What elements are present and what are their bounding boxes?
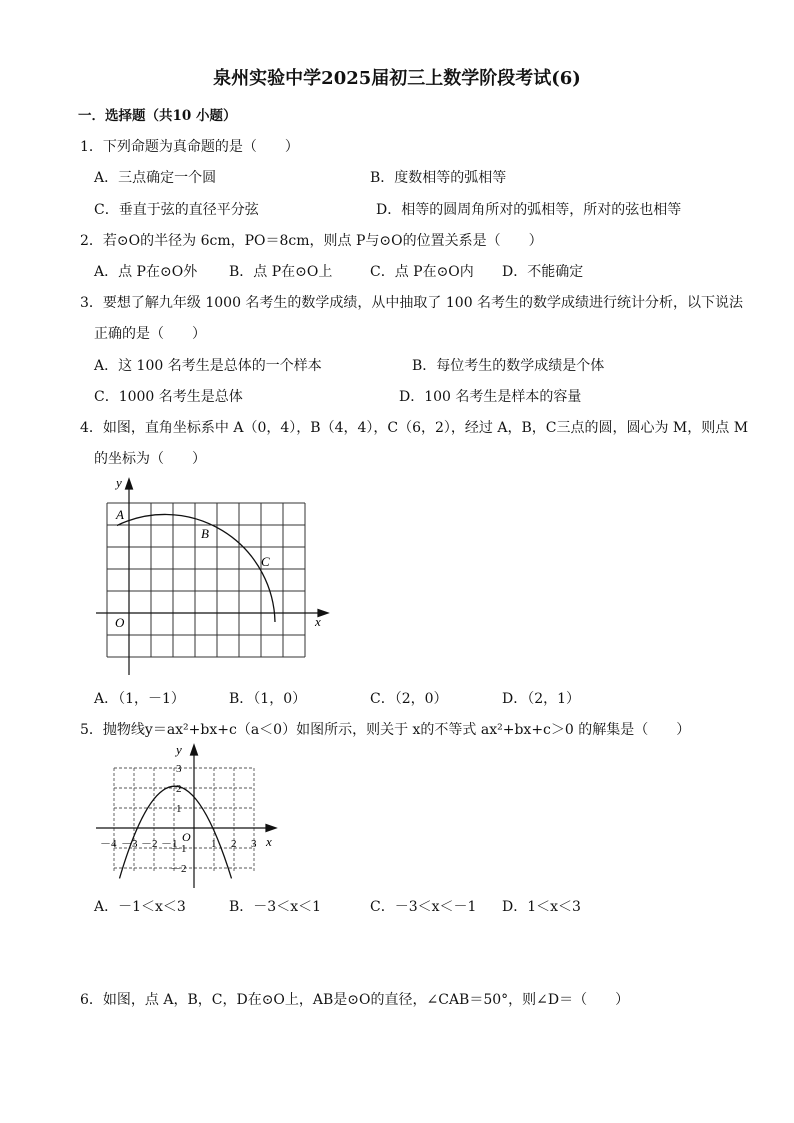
question-4-stem-cont: 的坐标为（ ） [94,451,206,467]
q5-option-b: B．－3＜x＜1 [229,899,321,915]
question-2-stem: 2．若⊙O的半径为 6cm，PO＝8cm，则点 P与⊙O的位置关系是（ ） [80,233,543,249]
q4-point-c-label: C [261,554,270,569]
q5-ytick: 3 [176,763,182,775]
q4-axes [96,479,328,675]
q4-point-a-label: A [116,507,124,522]
question-3-stem-cont: 正确的是（ ） [94,326,206,342]
q5-origin-label: O [182,830,191,844]
q5-xtick: －4 [100,838,117,850]
q1-option-b: B．度数相等的弧相等 [370,170,507,186]
q4-x-axis-label: x [315,614,321,629]
q5-option-c: C．－3＜x＜－1 [370,899,477,915]
q1-option-d: D．相等的圆周角所对的弧相等，所对的弦也相等 [376,202,682,218]
q1-option-a: A．三点确定一个圆 [94,170,217,186]
q5-ytick: －2 [170,863,187,875]
q5-dashed-grid [114,768,254,872]
question-4-stem: 4．如图，直角坐标系中 A（0，4），B（4，4），C（6，2），经过 A，B，C三点的圆，圆心为 M，则点 M [80,420,749,436]
q5-xtick: －2 [141,838,158,850]
q2-option-d: D．不能确定 [502,264,584,280]
q3-option-c: C．1000 名考生是总体 [94,389,243,405]
q4-coordinate-figure [96,476,336,681]
q5-ytick: －1 [170,843,187,855]
q5-ytick: 1 [176,803,182,815]
page-title: 泉州实验中学2025届初三上数学阶段考试(6) [213,68,581,89]
q5-xtick: 2 [231,838,237,850]
q5-xtick: －3 [121,838,138,850]
q5-xtick: 3 [251,838,257,850]
q5-parabola-figure [90,740,290,890]
q4-option-a: A．（1，－1） [94,691,185,707]
q4-option-d: D．（2，1） [502,691,581,707]
q4-point-b-label: B [201,526,209,541]
q5-ytick: 2 [176,783,182,795]
q2-option-b: B．点 P在⊙O上 [229,264,333,280]
question-5-stem: 5．抛物线y＝ax²+bx+c（a＜0）如图所示，则关于 x的不等式 ax²+bx+c＞0 的解集是（ ） [80,722,691,738]
q5-option-a: A．－1＜x＜3 [94,899,186,915]
q4-origin-label: O [115,615,125,630]
q4-circle-arc [117,514,275,622]
q5-option-d: D．1＜x＜3 [502,899,581,915]
section-heading: 一．选择题（共10 小题） [78,108,237,124]
q2-option-c: C．点 P在⊙O内 [370,264,474,280]
q4-option-b: B．（1，0） [229,691,307,707]
q3-option-a: A．这 100 名考生是总体的一个样本 [94,358,322,374]
q4-option-c: C．（2，0） [370,691,448,707]
question-6-stem: 6．如图，点 A，B，C，D在⊙O上，AB是⊙O的直径，∠CAB＝50°，则∠D＝（ ） [80,992,630,1008]
q5-x-axis-label: x [266,834,272,849]
q5-xtick: －1 [161,838,178,850]
q2-option-a: A．点 P在⊙O外 [94,264,198,280]
question-3-stem: 3．要想了解九年级 1000 名考生的数学成绩，从中抽取了 100 名考生的数学成绩进行统计分析，以下说法 [80,295,744,311]
q3-option-b: B．每位考生的数学成绩是个体 [412,358,605,374]
question-1-stem: 1．下列命题为真命题的是（ ） [80,139,299,155]
q1-option-c: C．垂直于弦的直径平分弦 [94,202,259,218]
q5-y-axis-label: y [176,742,182,757]
q5-xtick: 1 [211,838,217,850]
q3-option-d: D．100 名考生是样本的容量 [399,389,582,405]
q5-y-tick-labels [170,763,187,875]
q4-y-axis-label: y [116,476,122,490]
